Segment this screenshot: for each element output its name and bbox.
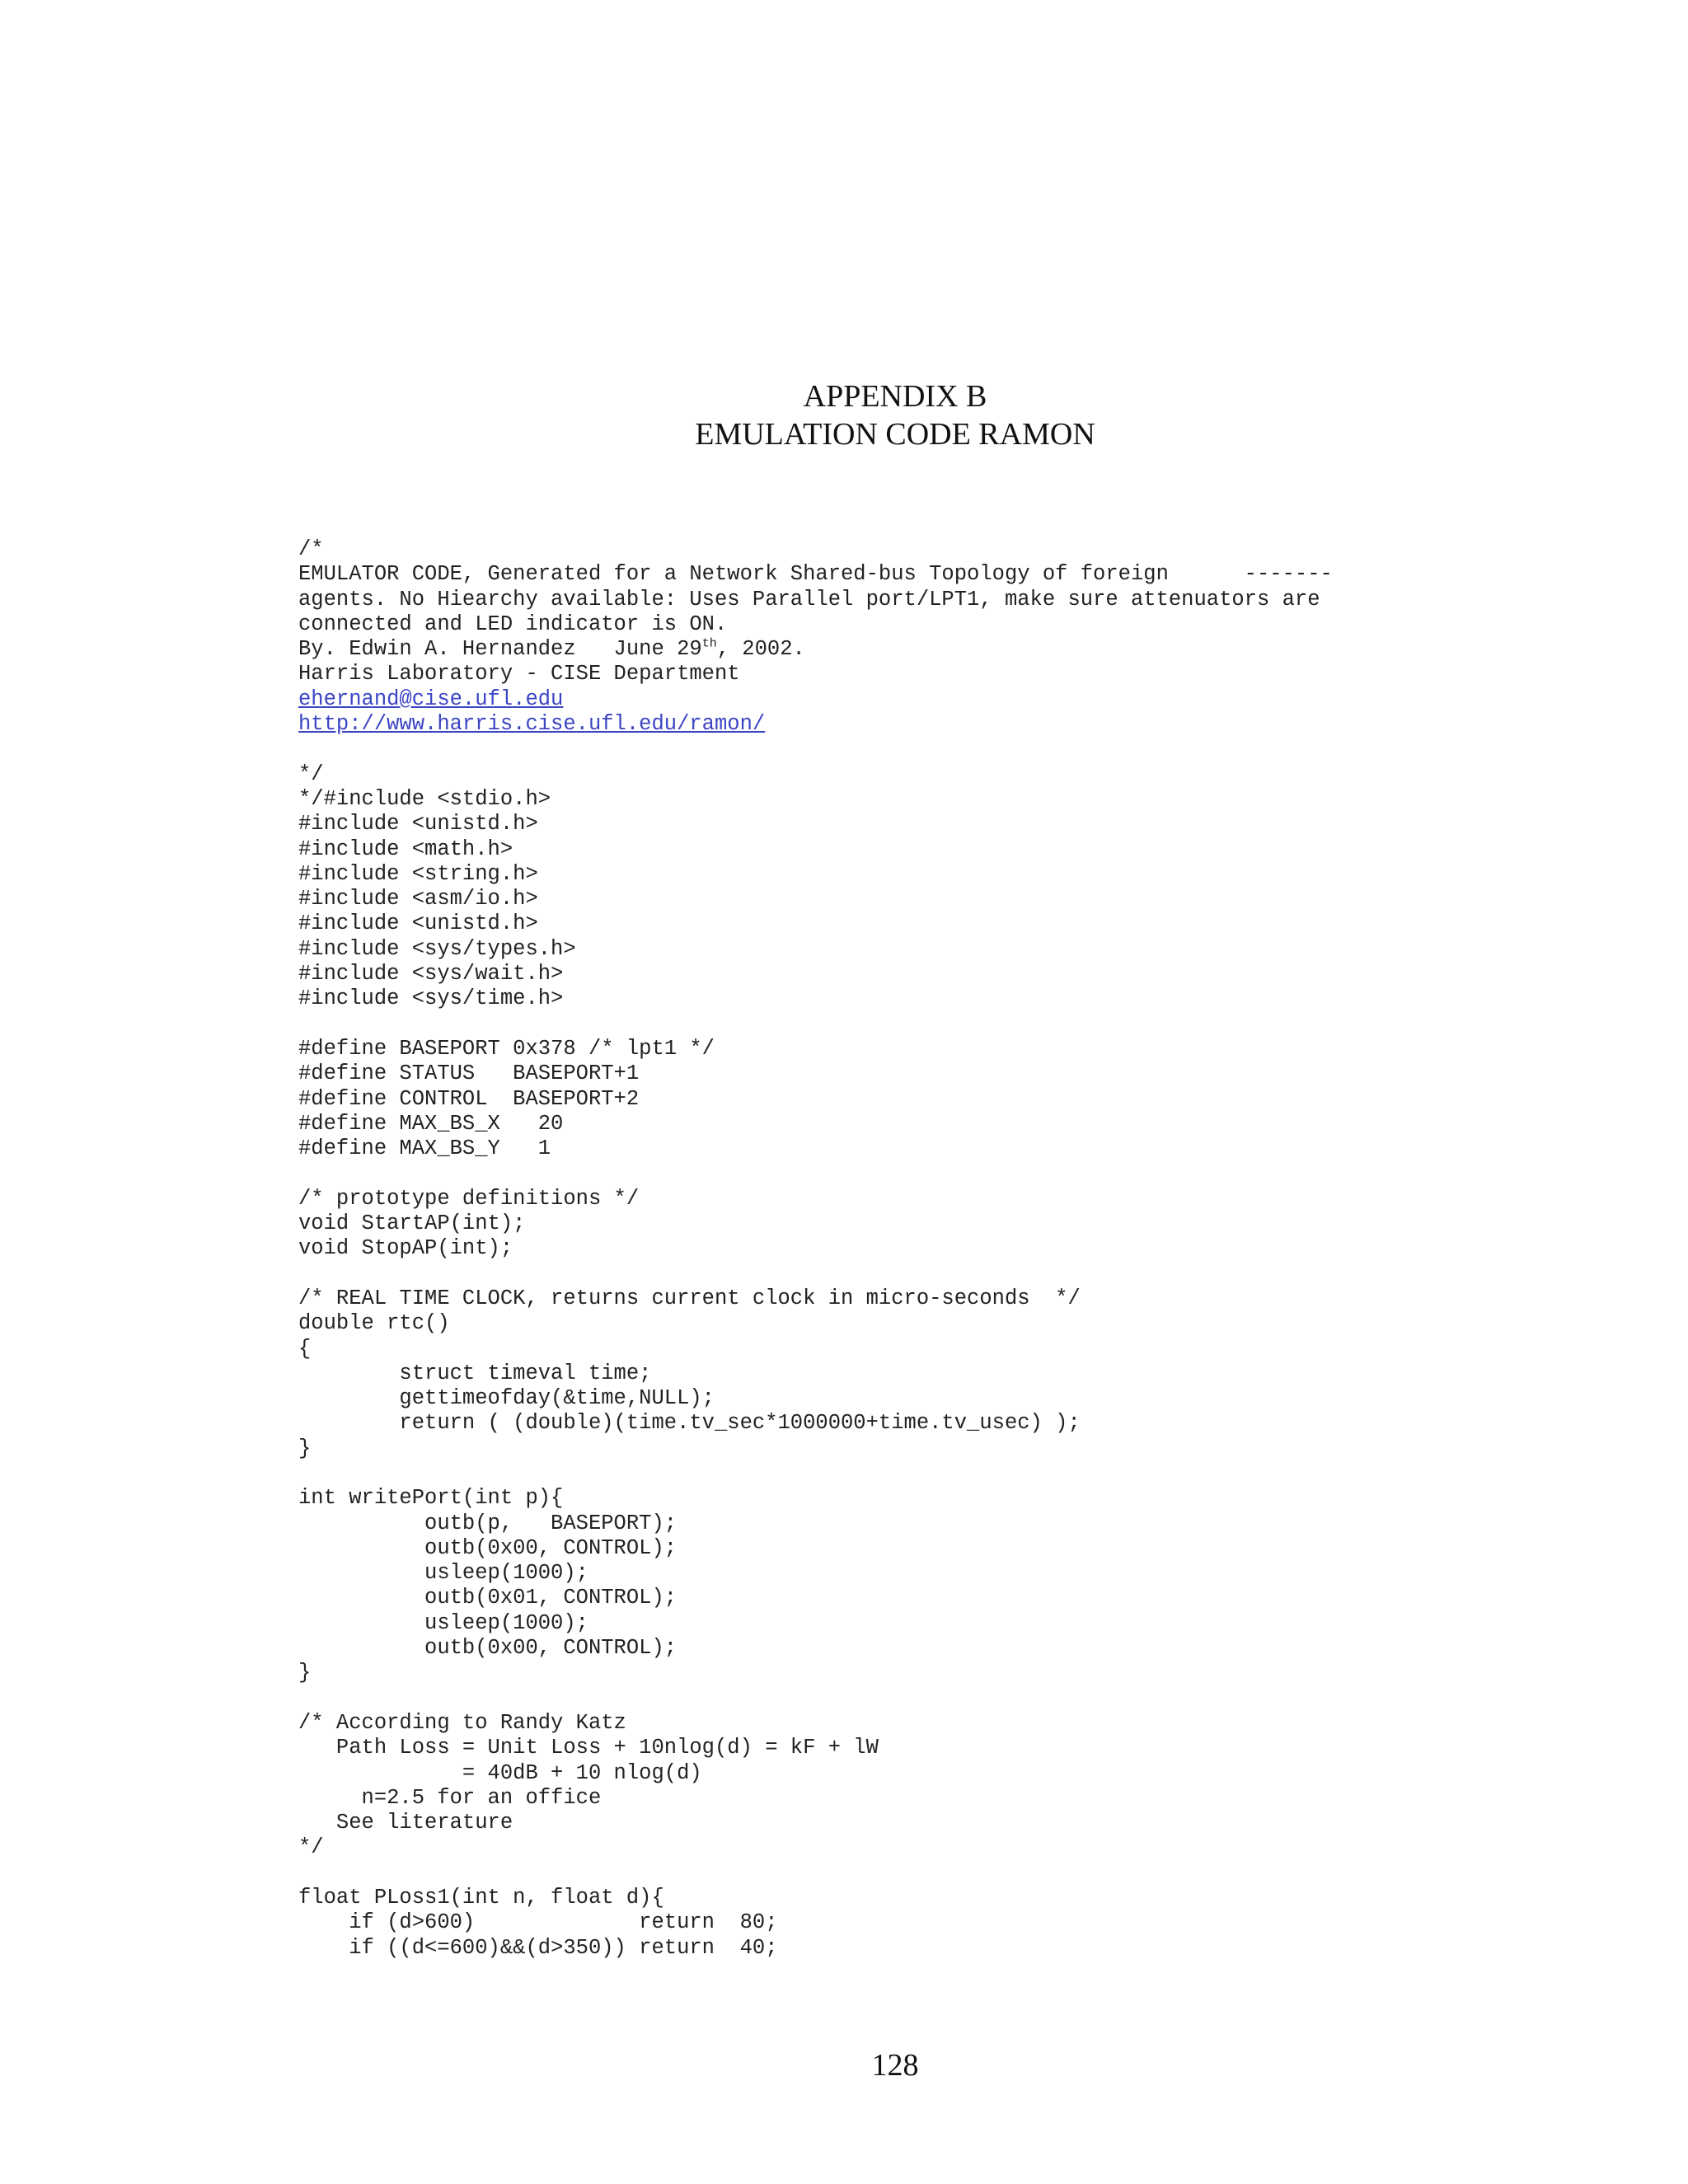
- code-line: struct timeval time;: [298, 1361, 652, 1385]
- appendix-title: EMULATION CODE RAMON: [695, 417, 1095, 452]
- email-line: [298, 687, 1535, 712]
- code-line: outb(0x00, CONTROL);: [298, 1636, 678, 1661]
- code-line: [298, 737, 1535, 762]
- code-line: /* REAL TIME CLOCK, returns current clock in micro-seconds */: [298, 1286, 1081, 1310]
- code-body: [298, 737, 1535, 1961]
- code-line: #include <asm/io.h>: [298, 887, 538, 912]
- code-line: outb(0x01, CONTROL);: [298, 1586, 678, 1610]
- code-line: void StopAP(int);: [298, 1236, 513, 1261]
- comment-line: EMULATOR CODE, Generated for a Network Shared-bus Topology of foreign -------: [298, 562, 1333, 587]
- code-line: }: [298, 1436, 312, 1460]
- page-number: 128: [871, 2048, 919, 2083]
- code-line: [298, 1161, 1535, 1186]
- author-name-date: By. Edwin A. Hernandez June 29: [298, 637, 702, 662]
- code-line: #include <unistd.h>: [298, 812, 538, 837]
- code-line: */: [298, 1835, 324, 1860]
- code-line: Path Loss = Unit Loss + 10nlog(d) = kF + lW: [298, 1736, 879, 1760]
- url-line: [298, 712, 1535, 737]
- code-line: #include <sys/wait.h>: [298, 962, 564, 987]
- code-line: gettimeofday(&time,NULL);: [298, 1386, 715, 1411]
- code-line: #include <math.h>: [298, 837, 513, 861]
- code-line: #define MAX_BS_X 20: [298, 1111, 564, 1136]
- code-line: #include <string.h>: [298, 861, 538, 886]
- code-line: [298, 1461, 1535, 1486]
- code-line: #include <sys/time.h>: [298, 987, 564, 1011]
- email-link[interactable]: ehernand@cise.ufl.edu: [298, 687, 564, 711]
- code-line: #define STATUS BASEPORT+1: [298, 1062, 640, 1086]
- comment-line: agents. No Hiearchy available: Uses Parallel port/LPT1, make sure attenuators are: [298, 587, 1320, 612]
- code-line: #define MAX_BS_Y 1: [298, 1137, 551, 1161]
- comment-open: /*: [298, 537, 324, 561]
- comment-line: connected and LED indicator is ON.: [298, 612, 728, 636]
- code-line: /* According to Randy Katz: [298, 1710, 626, 1735]
- code-line: outb(p, BASEPORT);: [298, 1511, 678, 1535]
- lab-line: Harris Laboratory - CISE Department: [298, 662, 740, 687]
- website-link[interactable]: http://www.harris.cise.ufl.edu/ramon/: [298, 712, 766, 737]
- code-line: [298, 1012, 1535, 1037]
- code-line: #include <unistd.h>: [298, 912, 538, 936]
- code-line: }: [298, 1661, 312, 1685]
- code-line: */: [298, 762, 324, 786]
- code-line: usleep(1000);: [298, 1561, 588, 1586]
- code-line: #define BASEPORT 0x378 /* lpt1 */: [298, 1036, 715, 1061]
- code-line: = 40dB + 10 nlog(d): [298, 1760, 702, 1785]
- code-line: #include <sys/types.h>: [298, 936, 576, 961]
- code-line: */#include <stdio.h>: [298, 786, 551, 811]
- appendix-heading: [0, 377, 1688, 453]
- code-line: if ((d<=600)&&(d>350)) return 40;: [298, 1935, 778, 1960]
- appendix-label: APPENDIX B: [803, 379, 987, 414]
- code-line: if (d>600) return 80;: [298, 1910, 778, 1935]
- code-line: n=2.5 for an office: [298, 1785, 602, 1810]
- code-listing: [298, 537, 1535, 1961]
- code-line: float PLoss1(int n, float d){: [298, 1886, 664, 1910]
- code-line: {: [298, 1336, 312, 1361]
- author-line: [298, 637, 1535, 662]
- code-line: See literature: [298, 1811, 513, 1835]
- code-line: /* prototype definitions */: [298, 1186, 640, 1211]
- code-line: [298, 1861, 1535, 1886]
- code-line: double rtc(): [298, 1311, 450, 1336]
- code-line: [298, 1686, 1535, 1711]
- author-year: , 2002.: [716, 637, 805, 662]
- code-line: void StartAP(int);: [298, 1212, 526, 1236]
- code-line: outb(0x00, CONTROL);: [298, 1535, 678, 1560]
- date-ordinal: th: [701, 636, 717, 651]
- code-line: return ( (double)(time.tv_sec*1000000+time.tv_usec) );: [298, 1411, 1081, 1436]
- code-line: usleep(1000);: [298, 1610, 588, 1635]
- code-line: #define CONTROL BASEPORT+2: [298, 1086, 640, 1111]
- code-line: [298, 1262, 1535, 1286]
- code-line: int writePort(int p){: [298, 1486, 564, 1511]
